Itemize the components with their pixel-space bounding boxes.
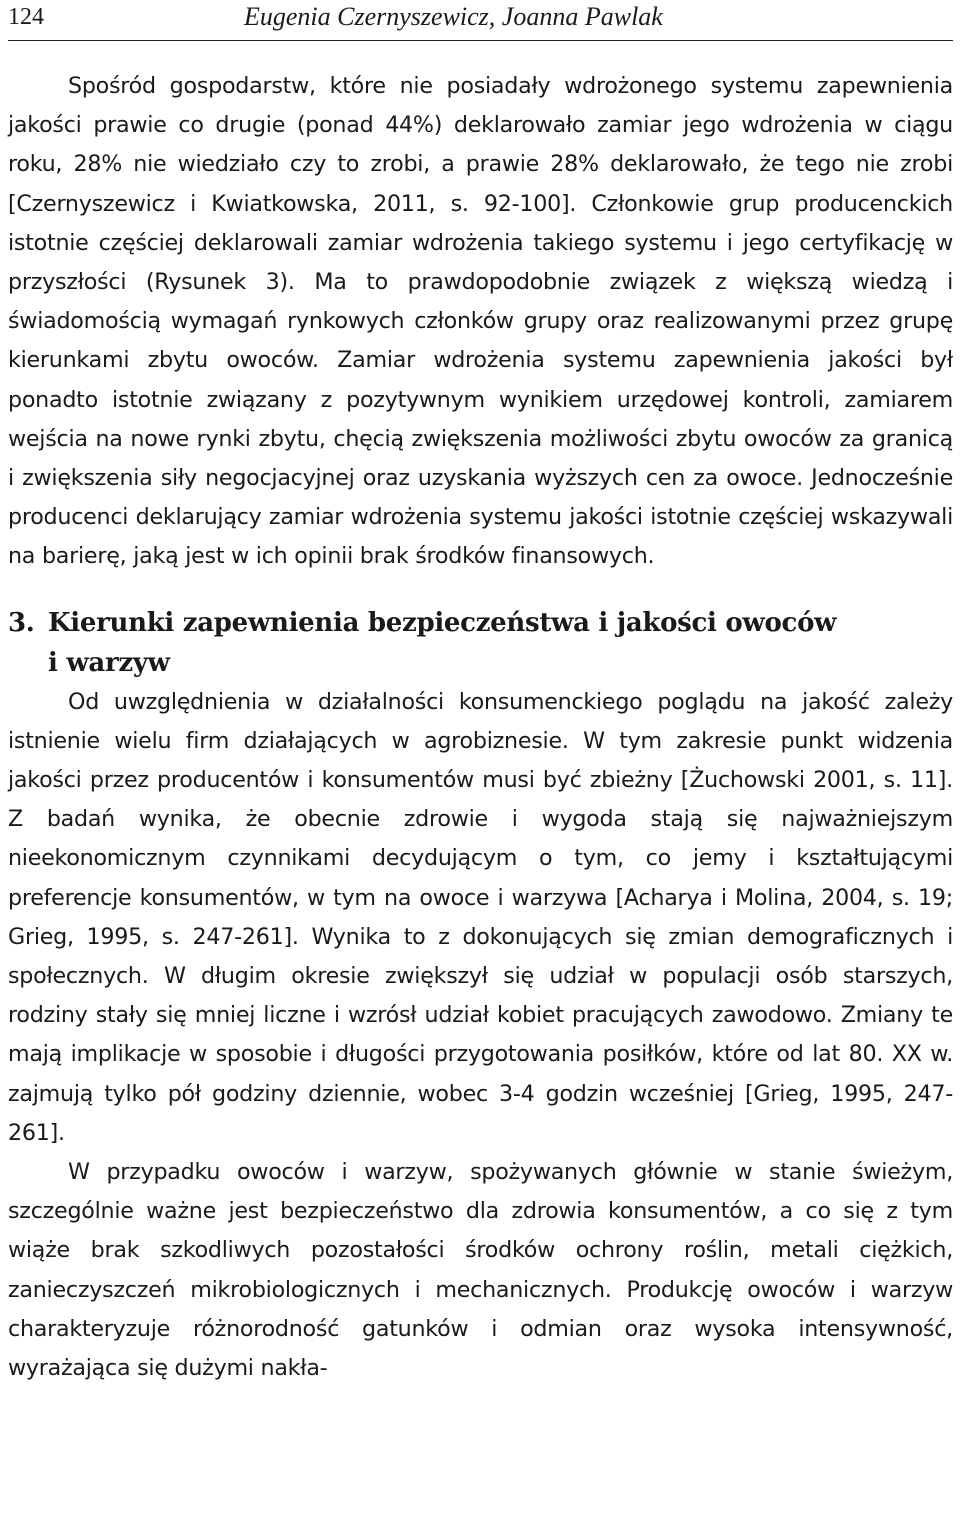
paragraph-3: W przypadku owoców i warzyw, spożywanych głównie w stanie świeżym, szczególnie ważne jest bezpieczeństwo dla zdrowia konsumentów, a co się z tym wiąże brak szkodliwych pozostałości środków ochrony roślin, metali ciężkich, zanieczyszczeń mikrobiologicznych i mechanicznych. Produkcję owoców i warzyw charakteryzuje różnorodność gatunków i odmian oraz wysoka intensywność, wyrażająca się dużymi nakła- — [8, 1159, 953, 1382]
section-title-line-1: Kierunki zapewnienia bezpieczeństwa i jakości owoców — [48, 607, 837, 638]
section-number: 3. — [8, 607, 35, 638]
document-page — [8, 0, 953, 1388]
section-title-line-2: i warzyw — [48, 647, 170, 678]
section-heading — [8, 603, 953, 683]
header-authors: Eugenia Czernyszewicz, Joanna Pawlak — [244, 2, 663, 31]
running-head — [8, 0, 953, 41]
paragraph-2: Od uwzględnienia w działalności konsumenckiego poglądu na jakość zależy istnienie wielu firm działających w agrobiznesie. W tym zakresie punkt widzenia jakości przez producentów i konsumentów musi być zbieżny [Żuchowski 2001, s. 11]. Z badań wynika, że obecnie zdrowie i wygoda stają się najważniejszym nieekonomicznym czynnikami decydującym o tym, co jemy i kształtującymi preferencje konsumentów, w tym na owoce i warzywa [Acharya i Molina, 2004, s. 19; Grieg, 1995, s. 247-261]. Wynika to z dokonujących się zmian demograficznych i społecznych. W długim okresie zwiększył się udział w populacji osób starszych, rodziny stały się mniej liczne i wzrósł udział kobiet pracujących zawodowo. Zmiany te mają implikacje w sposobie i długości przygotowania posiłków, które od lat 80. XX w. zajmują tylko pół godziny dziennie, wobec 3-4 godzin wcześniej [Grieg, 1995, 247-261]. — [8, 688, 953, 1146]
paragraph-1: Spośród gospodarstw, które nie posiadały wdrożonego systemu zapewnienia jakości prawie co drugie (ponad 44%) deklarowało zamiar jego wdrożenia w ciągu roku, 28% nie wiedziało czy to zrobi, a prawie 28% deklarowało, że tego nie zrobi [Czernyszewicz i Kwiatkowska, 2011, s. 92-100]. Członkowie grup producenckich istotnie częściej deklarowali zamiar wdrożenia takiego systemu i jego certyfikację w przyszłości (Rysunek 3). Ma to prawdopodobnie związek z większą wiedzą i świadomością wymagań rynkowych członków grupy oraz realizowanymi przez grupę kierunkami zbytu owoców. Zamiar wdrożenia systemu zapewnienia jakości był ponadto istotnie związany z pozytywnym wynikiem urzędowej kontroli, zamiarem wejścia na nowe rynki zbytu, chęcią zwiększenia możliwości zbytu owoców za granicą i zwiększenia siły negocjacyjnej oraz uzyskania wyższych cen za owoce. Jednocześnie producenci deklarujący zamiar wdrożenia systemu jakości istotnie częściej wskazywali na barierę, jaką jest w ich opinii brak środków finansowych. — [8, 73, 953, 570]
page-number: 124 — [8, 4, 44, 30]
